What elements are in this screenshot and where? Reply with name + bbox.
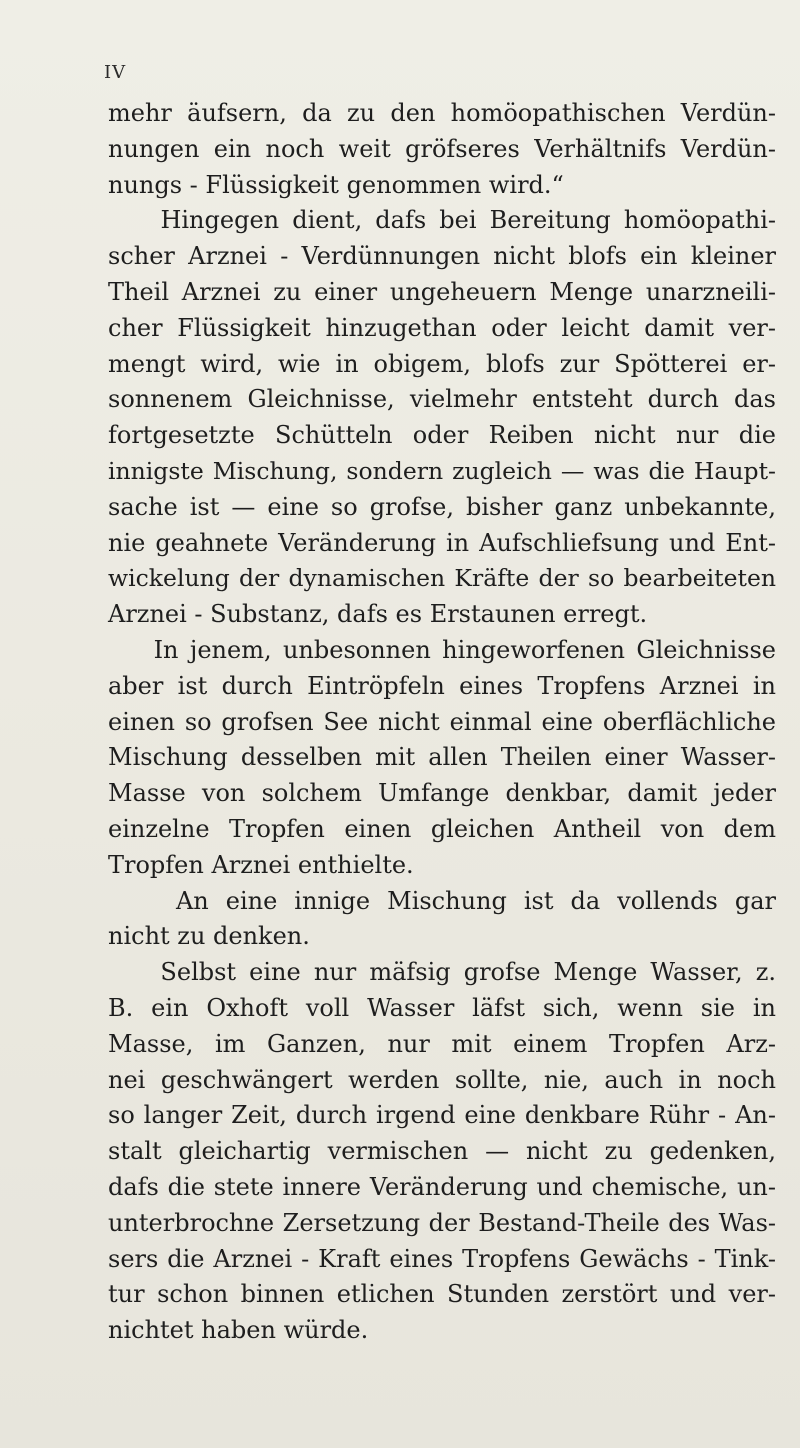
text-line: nichtet haben würde. [108, 1316, 369, 1345]
text-line: Arznei - Substanz, dafs es Erstaunen erregt. [108, 600, 648, 629]
text-line: Masse, im Ganzen, nur mit einem Tropfen Arz- [108, 1029, 776, 1058]
text-line: Theil Arznei zu einer ungeheuern Menge unarzneili- [108, 277, 776, 306]
text-line: dafs die stete innere Veränderung und chemische, un- [108, 1172, 776, 1201]
text-line: Masse von solchem Umfange denkbar, damit jeder [108, 779, 776, 808]
text-line: nungen ein noch weit gröfseres Verhältnifs Verdün- [108, 134, 776, 163]
text-line: tur schon binnen etlichen Stunden zerstört und ver- [108, 1280, 776, 1309]
text-line: nicht zu denken. [108, 922, 310, 951]
text-line: nei geschwängert werden sollte, nie, auch in noch [108, 1065, 776, 1094]
text-line: cher Flüssigkeit hinzugethan oder leicht damit ver- [108, 313, 776, 342]
text-line: nie geahnete Veränderung in Aufschliefsung und Ent- [108, 528, 776, 557]
text-line: nungs - Flüssigkeit genommen wird.“ [108, 170, 564, 199]
text-line: aber ist durch Eintröpfeln eines Tropfens Arznei in [108, 671, 776, 700]
text-line: wickelung der dynamischen Kräfte der so bearbeiteten [108, 564, 776, 593]
text-line: Selbst eine nur mäfsig grofse Menge Wasser, z. [108, 958, 776, 987]
text-line: mengt wird, wie in obigem, blofs zur Spötterei er- [108, 349, 776, 378]
text-line: unterbrochne Zersetzung der Bestand-Theile des Was- [108, 1208, 776, 1237]
body-text [108, 96, 776, 1349]
text-line: einzelne Tropfen einen gleichen Antheil von dem [108, 814, 776, 843]
text-line: fortgesetzte Schütteln oder Reiben nicht nur die [108, 421, 776, 450]
text-line: stalt gleichartig vermischen — nicht zu gedenken, [108, 1137, 776, 1166]
text-line: Mischung desselben mit allen Theilen einer Wasser- [108, 743, 776, 772]
text-line: sonnenem Gleichnisse, vielmehr entsteht durch das [108, 385, 776, 414]
text-line: innigste Mischung, sondern zugleich — was die Haupt- [108, 456, 776, 485]
text-line: mehr äufsern, da zu den homöopathischen Verdün- [108, 99, 776, 127]
text-line: so langer Zeit, durch irgend eine denkbare Rühr - An- [108, 1101, 776, 1130]
text-line: In jenem, unbesonnen hingeworfenen Gleichnisse [108, 635, 776, 664]
text-line: sache ist — eine so grofse, bisher ganz unbekannte, [108, 492, 776, 521]
text-line: sers die Arznei - Kraft eines Tropfens Gewächs - Tink- [108, 1244, 776, 1273]
text-line: Tropfen Arznei enthielte. [108, 850, 414, 879]
text-line: scher Arznei - Verdünnungen nicht blofs ein kleiner [108, 242, 776, 271]
text-line: B. ein Oxhoft voll Wasser läfst sich, wenn sie in [108, 993, 776, 1022]
text-line: Hingegen dient, dafs bei Bereitung homöopathi- [108, 206, 776, 235]
text-line: einen so grofsen See nicht einmal eine oberflächliche [108, 707, 776, 736]
page-number: IV [104, 62, 127, 83]
text-line: An eine innige Mischung ist da vollends gar [108, 886, 776, 915]
